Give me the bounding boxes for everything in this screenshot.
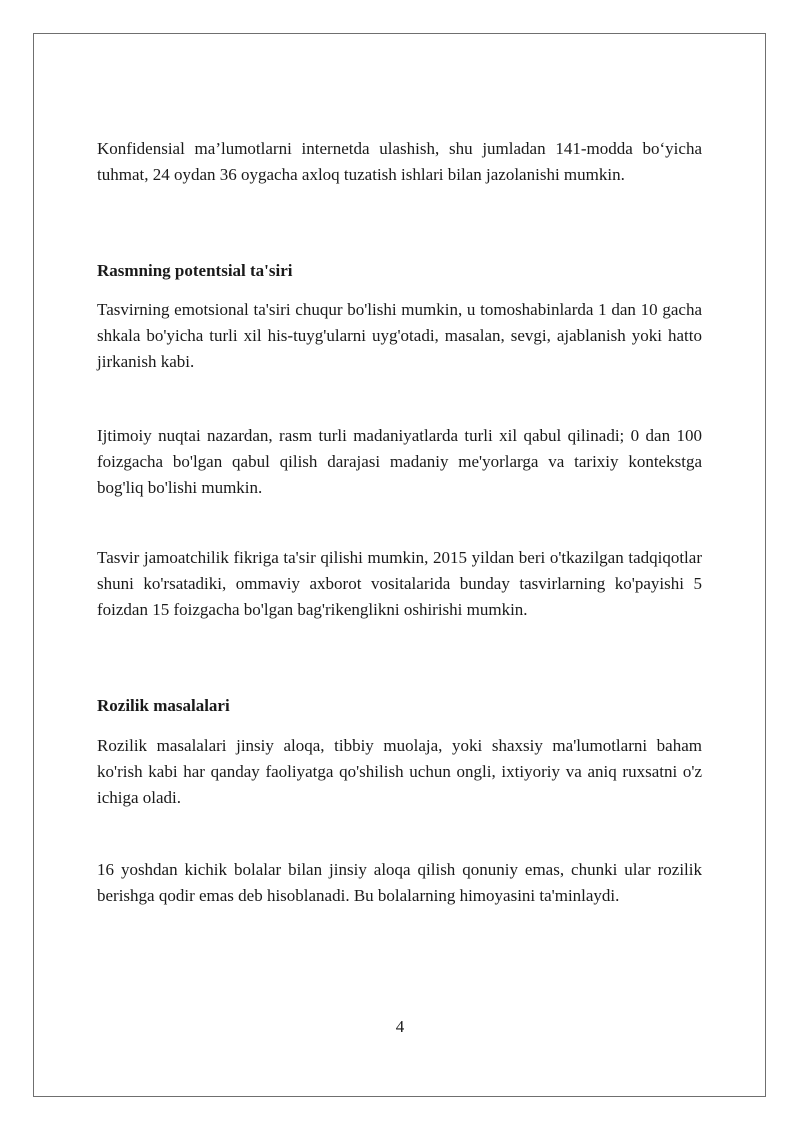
paragraph-confidential-data: Konfidensial ma’lumotlarni internetda ulashish, shu jumladan 141-modda bo‘yicha tuhmat, 24 oydan 36 oygacha axloq tuzatish ishlari bilan jazolanishi mumkin. <box>97 139 702 184</box>
heading-consent-issues: Rozilik masalalari <box>97 696 230 715</box>
paragraph-age-of-consent: 16 yoshdan kichik bolalar bilan jinsiy aloqa qilish qonuniy emas, chunki ular rozilik berishga qodir emas deb hisoblanadi. Bu bolalarning himoyasini ta'minlaydi. <box>97 860 702 905</box>
heading-image-impact: Rasmning potentsial ta'siri <box>97 261 293 280</box>
paragraph-social-perspective: Ijtimoiy nuqtai nazardan, rasm turli madaniyatlarda turli xil qabul qilinadi; 0 dan 100 foizgacha bo'lgan qabul qilish darajasi madaniy me'yorlarga va tarixiy kontekstga bog'liq bo'lishi mumkin. <box>97 426 702 497</box>
page-number: 4 <box>395 1017 405 1036</box>
paragraph-consent-definition: Rozilik masalalari jinsiy aloqa, tibbiy muolaja, yoki shaxsiy ma'lumotlarni baham ko'rish kabi har qanday faoliyatga qo'shilish uchun ongli, ixtiyoriy va aniq ruxsatni o'z ichiga oladi. <box>97 736 702 807</box>
paragraph-public-opinion: Tasvir jamoatchilik fikriga ta'sir qilishi mumkin, 2015 yildan beri o'tkazilgan tadqiqotlar shuni ko'rsatadiki, ommaviy axborot vositalarida bunday tasvirlarning ko'payishi 5 foizdan 15 foizgacha bo'lgan bag'rikenglikni oshirishi mumkin. <box>97 548 702 619</box>
paragraph-emotional-impact: Tasvirning emotsional ta'siri chuqur bo'lishi mumkin, u tomoshabinlarda 1 dan 10 gacha shkala bo'yicha turli xil his-tuyg'ularni uyg'otadi, masalan, sevgi, ajablanish yoki hatto jirkanish kabi. <box>97 300 702 371</box>
